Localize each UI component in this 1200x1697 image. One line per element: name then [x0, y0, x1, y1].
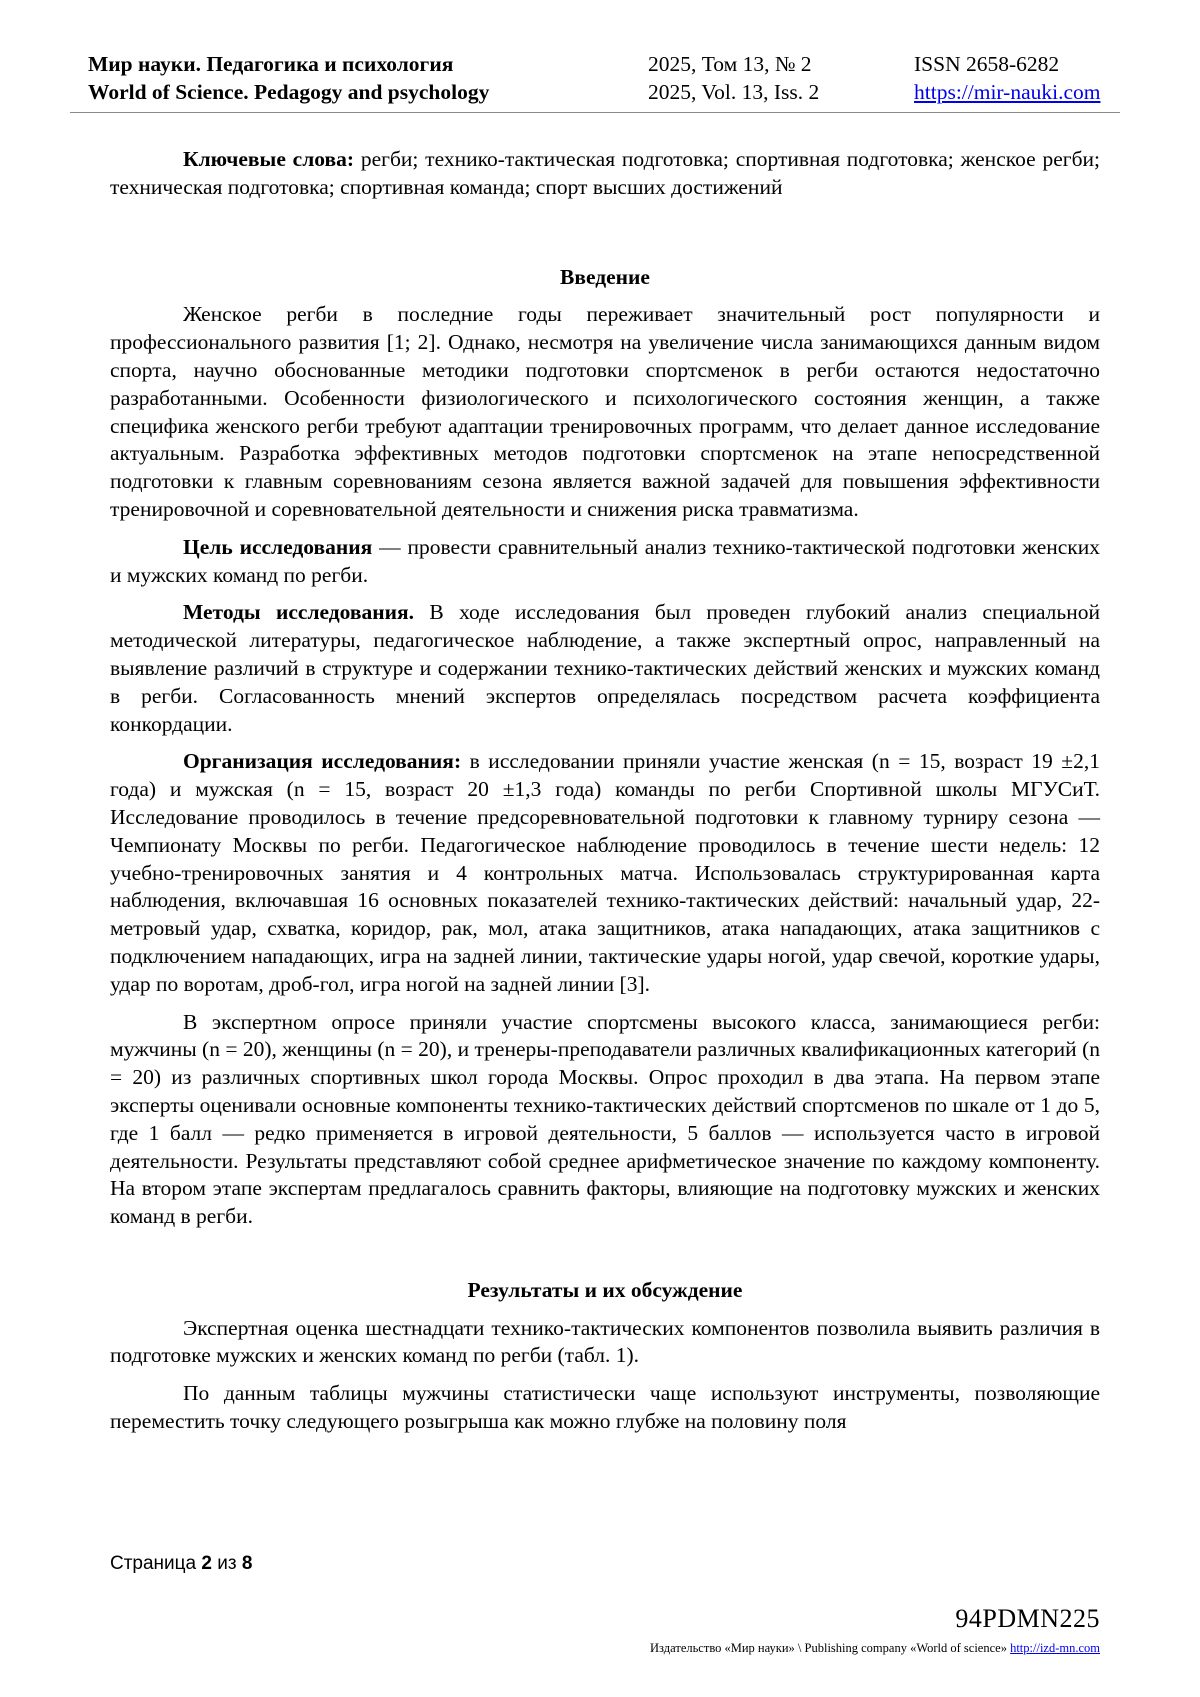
methods-paragraph — [110, 599, 1100, 738]
journal-title-en: World of Science. Pedagogy and psychology — [88, 80, 490, 104]
issue-block — [648, 50, 819, 106]
organization-label: Организация исследования: — [183, 749, 462, 774]
header-divider — [70, 112, 1120, 113]
journal-title-ru: Мир науки. Педагогика и психология — [88, 52, 454, 76]
organization-paragraph — [110, 748, 1100, 998]
goal-paragraph — [110, 534, 1100, 590]
keywords-paragraph — [110, 146, 1100, 202]
publisher-link[interactable]: http://izd-mn.com — [1010, 1641, 1100, 1655]
article-body — [110, 146, 1100, 1436]
article-code: 94PDMN225 — [955, 1604, 1100, 1633]
journal-site-link[interactable]: https://mir-nauki.com — [914, 80, 1101, 104]
intro-heading: Введение — [560, 264, 650, 289]
issue-en: 2025, Vol. 13, Iss. 2 — [648, 80, 820, 104]
methods-text: В ходе исследования был проведен глубокий анализ специальной методической литературы, педагогическое наблюдение, а также экспертный опрос, направленный на выявление различий в структуре и содержании технико-тактических действий женских и мужских команд в регби. Согласованность мнений экспертов определялась посредством расчета коэффициента конкордации. — [110, 600, 1100, 736]
issn-block — [914, 50, 1100, 106]
issn: ISSN 2658-6282 — [914, 52, 1060, 76]
journal-header — [88, 50, 1120, 112]
page-total: 8 — [241, 1553, 253, 1574]
keywords-text: регби; технико-тактическая подготовка; спортивная подготовка; женское регби; техническая подготовка; спортивная команда; спорт высших достижений — [110, 147, 1100, 199]
journal-title-block — [88, 50, 489, 106]
goal-label: Цель исследования — [183, 534, 373, 559]
publisher-line — [650, 1641, 1100, 1656]
page-current: 2 — [201, 1553, 212, 1574]
publisher-text: Издательство «Мир науки» \ Publishing company «World of science» — [650, 1641, 1007, 1655]
page-of: из — [217, 1553, 237, 1574]
issue-ru: 2025, Том 13, № 2 — [648, 52, 812, 76]
results-paragraph-1: Экспертная оценка шестнадцати технико-тактических компонентов позволила выявить различия в подготовке мужских и женских команд по регби (табл. 1). — [110, 1315, 1100, 1368]
results-heading: Результаты и их обсуждение — [467, 1277, 743, 1302]
methods-label: Методы исследования. — [183, 600, 415, 625]
survey-paragraph: В экспертном опросе приняли участие спортсмены высокого класса, занимающиеся регби: мужчины (n = 20), женщины (n = 20), и тренеры-преподаватели различных квалификационных категорий (n = 20) из различных спортивных школ города Москвы. Опрос проходил в два этапа. На первом этапе эксперты оценивали основные компоненты технико-тактических действий спортсменов по шкале от 1 до 5, где 1 балл — редко применяется в игровой деятельности, 5 баллов — используется часто в игровой деятельности. Результаты представляют собой среднее арифметическое значение по каждому компоненту. На втором этапе экспертам предлагалось сравнить факторы, влияющие на подготовку мужских и женских команд в регби. — [110, 1009, 1100, 1229]
organization-text: в исследовании приняли участие женская (n = 15, возраст 19 ±2,1 года) и мужская (n = 15, возраст 20 ±1,3 года) команды по регби Спортивной школы МГУСиТ. Исследование проводилось в течение предсоревновательной подготовки к главному турниру сезона — Чемпионату Москвы по регби. Педагогическое наблюдение проводилось в течение шести недель: 12 учебно-тренировочных занятия и 4 контрольных матча. Использовалась структурированная карта наблюдения, включавшая 16 основных показателей технико-тактических действий: начальный удар, 22-метровый удар, схватка, коридор, рак, мол, атака защитников, атака нападающих, атака защитников с подключением нападающих, игра на задней линии, тактические удары ногой, удар свечой, короткие удары, удар по воротам, дроб-гол, игра ногой на задней линии [3]. — [110, 749, 1100, 996]
goal-text: — провести сравнительный анализ технико-тактической подготовки женских и мужских команд по регби. — [110, 534, 1100, 587]
page-word: Страница — [110, 1553, 197, 1574]
intro-paragraph: Женское регби в последние годы переживает значительный рост популярности и профессионального развития [1; 2]. Однако, несмотря на увеличение числа занимающихся данным видом спорта, научно обоснованные методики подготовки спортсменок в регби остаются недостаточно разработанными. Особенности физиологического и психологического состояния женщин, а также специфика женского регби требуют адаптации тренировочных программ, что делает данное исследование актуальным. Разработка эффективных методов подготовки спортсменок на этапе непосредственной подготовки к главным соревнованиям сезона является важной задачей для повышения эффективности тренировочной и соревновательной деятельности и снижения риска травматизма. — [110, 302, 1100, 521]
results-paragraph-2: По данным таблицы мужчины статистически чаще используют инструменты, позволяющие переместить точку следующего розыгрыша как можно глубже на половину поля — [110, 1381, 1100, 1434]
keywords-label: Ключевые слова: — [183, 147, 355, 171]
page-number — [110, 1553, 252, 1575]
